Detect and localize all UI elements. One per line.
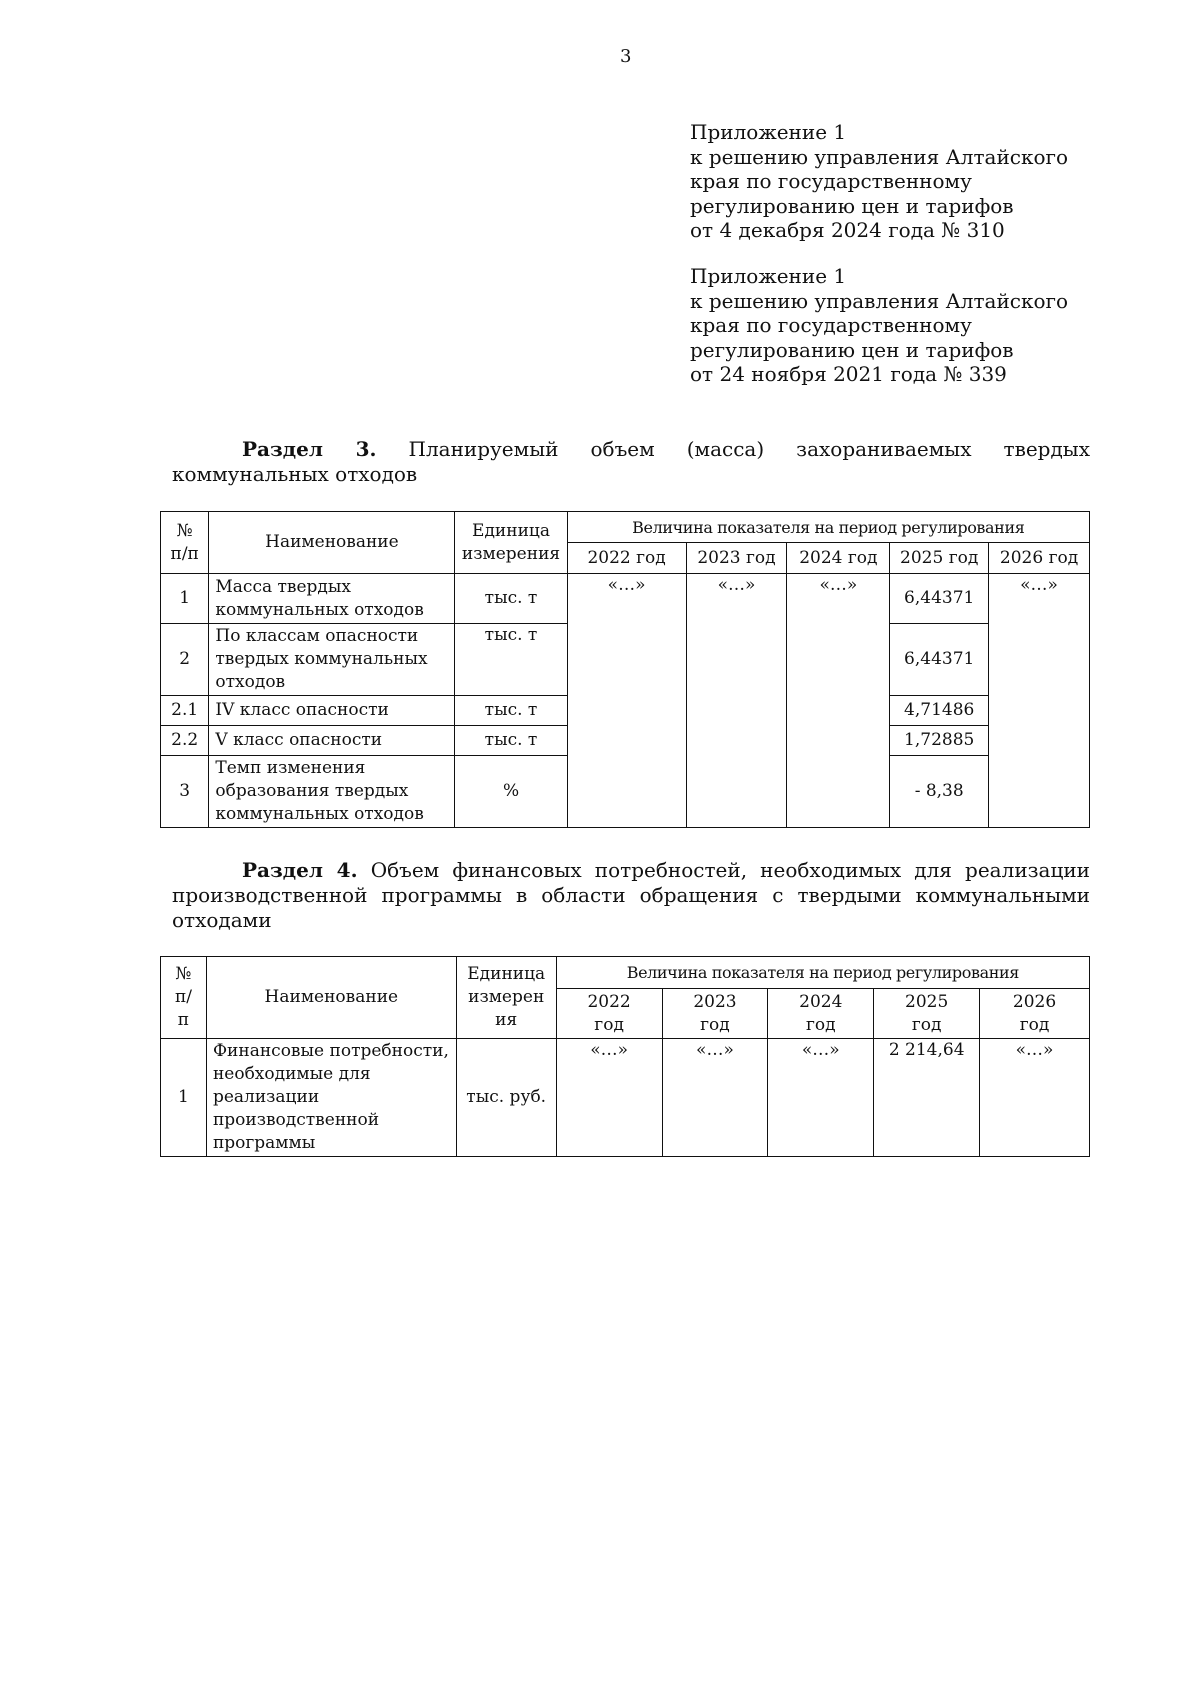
value-2022: «…» [556,1039,662,1157]
header-year: 2024 год [787,543,890,574]
header-name: Наименование [209,512,455,574]
row-num: 1 [161,1039,207,1157]
header-year: 2023 год [662,989,768,1039]
value-2026: «…» [989,574,1090,828]
row-num: 2.2 [161,726,209,756]
section3-label: Раздел 3. [242,437,377,461]
section4-heading [172,858,1090,933]
appendix-line: к решению управления Алтайского [690,288,1069,313]
row-num: 2 [161,624,209,696]
appendix-line: Приложение 1 [690,264,847,288]
table-row [161,1039,1090,1157]
header-name: Наименование [206,957,456,1039]
appendix-line: края по государственному [690,169,972,193]
appendix-line: к решению управления Алтайского [690,144,1069,169]
value-2025: - 8,38 [890,756,989,828]
row-name: Финансовые потребности, необходимые для реализации производственной программы [206,1039,456,1157]
appendix-line: края по государственному [690,313,972,337]
header-year: 2022 год [556,989,662,1039]
header-year: 2024 год [768,989,874,1039]
row-unit: % [455,756,567,828]
header-year: 2026 год [980,989,1090,1039]
value-2025: 1,72885 [890,726,989,756]
value-2025: 4,71486 [890,696,989,726]
section4-title: Объем финансовых потребностей, необходимых для реализации производственной программы в области обращения с твердыми коммунальными отходами [172,858,1090,932]
section4-table [160,956,1090,1157]
row-name: Темп изменения образования твердых коммунальных отходов [209,756,455,828]
section3-heading [172,437,1090,487]
section3-title: Планируемый объем (масса) захораниваемых твердых коммунальных отходов [172,437,1090,486]
row-num: 3 [161,756,209,828]
row-num: 2.1 [161,696,209,726]
row-num: 1 [161,574,209,624]
header-year: 2026 год [989,543,1090,574]
page-number: 3 [620,46,632,67]
header-period: Величина показателя на период регулирования [556,957,1089,989]
row-unit: тыс. т [455,624,567,696]
value-2025: 6,44371 [890,574,989,624]
header-num: № п/п [161,512,209,574]
section3-table [160,511,1090,828]
header-unit: Единица измерения [455,512,567,574]
appendix-current [690,120,1068,243]
row-unit: тыс. руб. [456,1039,556,1157]
header-num: № п/ п [161,957,207,1039]
value-2025: 2 214,64 [874,1039,980,1157]
row-unit: тыс. т [455,574,567,624]
value-2024: «…» [787,574,890,828]
value-2025: 6,44371 [890,624,989,696]
header-year: 2025 год [890,543,989,574]
appendix-line: от 4 декабря 2024 года № 310 [690,218,1005,242]
table-row [161,574,1090,624]
value-2023: «…» [686,574,787,828]
value-2024: «…» [768,1039,874,1157]
row-name: V класс опасности [209,726,455,756]
appendix-line: Приложение 1 [690,120,847,144]
value-2022: «…» [567,574,686,828]
value-2026: «…» [980,1039,1090,1157]
appendix-original [690,264,1068,387]
appendix-line: регулированию цен и тарифов [690,193,1014,218]
row-name: Масса твердых коммунальных отходов [209,574,455,624]
row-name: По классам опасности твердых коммунальных отходов [209,624,455,696]
header-year: 2023 год [686,543,787,574]
section4-label: Раздел 4. [242,858,358,882]
header-year: 2022 год [567,543,686,574]
header-period: Величина показателя на период регулирования [567,512,1089,543]
row-unit: тыс. т [455,726,567,756]
row-name: IV класс опасности [209,696,455,726]
header-unit: Единица измерен ия [456,957,556,1039]
header-year: 2025 год [874,989,980,1039]
value-2023: «…» [662,1039,768,1157]
appendix-line: регулированию цен и тарифов [690,337,1014,362]
appendix-line: от 24 ноября 2021 года № 339 [690,362,1007,386]
row-unit: тыс. т [455,696,567,726]
